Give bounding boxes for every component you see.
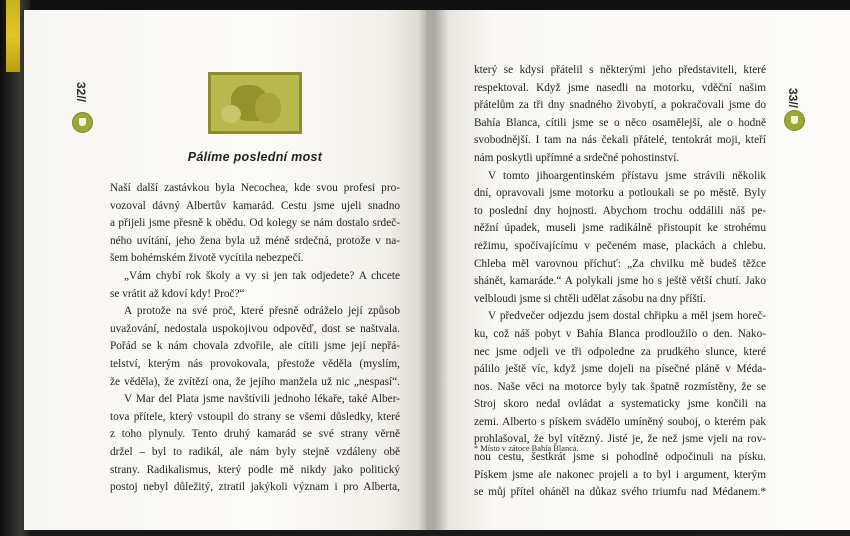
cover-yellow-stripe: [6, 0, 20, 72]
text-line: V předvečer odjezdu jsem dostal chřipku a měl jsem horeč-: [488, 310, 766, 323]
text-line: respektoval. Když jsme nasedli na motorku, vděční našim: [474, 81, 766, 94]
text-line: A protože na své proč, které přesně odráželo její způsob: [124, 305, 400, 318]
text-line: dní, opravovali jsme motorku a potloukali se po městě. Byly: [474, 187, 766, 200]
text-line: „Vám chybí rok školy a vy si jen tak odjedete? A chcete: [124, 269, 400, 282]
left-page-body: [110, 180, 400, 497]
text-line: Chleba měl varovnou příchuť: „Za chvilku mě budeš těžce: [474, 257, 766, 270]
text-line: velbloudi jsme si chtěli udělat zásobu na dny příští.: [474, 292, 706, 305]
text-line: Bahía Blanca, cítili jsme se o něco osamělejší, ale o hodně: [474, 116, 766, 129]
chapter-illustration: [208, 72, 302, 134]
book-gutter: [418, 10, 448, 530]
chapter-title: Pálíme poslední most: [187, 150, 323, 164]
folio-badge-icon: [784, 110, 805, 131]
text-line: V Mar del Plata jsme navštívili jednoho lékaře, také Alber-: [124, 393, 400, 406]
text-line: svobodnější. I tam na nás čekali přátelé, tentokrát moji, kteří: [474, 134, 766, 147]
text-line: zemi. Alberto s pískem svádělo umíněný souboj, o kterém pak: [474, 415, 766, 428]
text-line: pálilo ještě víc, když jsme dojeli na písečné pláně v Méda-: [474, 363, 766, 376]
text-line: že věděla), že zvítězí ona, že jejího manžela už nic „nespasí“.: [110, 375, 400, 388]
text-line: vozoval dávný Albertův kamarád. Cestu jsme ujeli snadno: [110, 199, 400, 212]
text-line: V tomto jihoargentinském přístavu jsme strávili několik: [488, 169, 766, 182]
right-page-number: 33//: [786, 88, 800, 109]
text-line: něžní úpadek, museli jsme radikálně přistoupit ke strohému: [474, 222, 766, 235]
text-line: který se kdysi přátelil s některými jeho představiteli, které: [474, 64, 766, 76]
footnote: * Místo v zátoce Bahía Blanca.: [474, 444, 579, 453]
text-line: tova přítele, který vstoupil do strany se všemi důsledky, které: [110, 410, 400, 423]
right-page-body: [474, 62, 766, 502]
text-line: strany. Radikalismus, který podle mě nikdy jako politický: [110, 463, 400, 476]
text-line: uvažování, nedostala uspokojivou odpověď, dost se naštvala.: [110, 322, 400, 335]
text-line: Pískem jsme ale nakonec projeli a to byl i argument, kterým: [474, 468, 766, 481]
text-line: šem bohémském životě vycítila nebezpečí.: [110, 252, 304, 265]
text-line: režimu, spočívajícímu v pečeném mase, plackách a chlebu.: [474, 239, 766, 252]
text-line: nec jsme odjeli ve tři odpoledne za prudkého slunce, které: [474, 345, 766, 358]
text-line: z toho plynuly. Tento druhý kamarád se své strany věrně: [110, 428, 400, 441]
left-page-number: 32//: [74, 82, 88, 103]
text-line: a přijeli jsme přesně k obědu. Od kolegy se nám dostalo srdeč-: [110, 217, 400, 230]
text-line: se můj přítel oháněl na důkaz svého triumfu nad Médanem.*: [474, 486, 766, 499]
text-line: ného uvítání, jeho žena byla už méně srdečná, protože v na-: [110, 234, 400, 247]
text-line: postoj nebyl důležitý, ztratil jakýkoli význam i pro Alberta,: [110, 481, 400, 494]
text-line: to poslední dny hojnosti. Abychom trochu oddálili náš pe-: [474, 204, 766, 217]
text-line: přátelům za tři dny snadného živobytí, a pokračovali jsme do: [474, 99, 766, 112]
text-line: shánět, kamaráde.“ A polykali jsme ho s ještě větší chutí. Jako: [474, 275, 766, 288]
text-line: Pořád se k nám chovala zdvořile, ale cítili jsme její nepřá-: [110, 340, 400, 353]
text-line: Naší další zastávkou byla Necochea, kde svou profesi pro-: [110, 182, 400, 194]
text-line: se vrátit až kdoví kdy! Proč?“: [110, 287, 245, 300]
text-line: ku, což náš pobyt v Bahía Blanca prodloužilo o den. Nako-: [474, 327, 766, 340]
folio-badge-icon: [72, 112, 93, 133]
text-line: telství, kterým nás provokovala, přestože věděla (myslím,: [110, 357, 400, 370]
right-page-folio: [784, 88, 804, 154]
text-line: nos. Naše věci na motorce byly tak špatně rozmístěny, že se: [474, 380, 766, 393]
left-page-folio: [72, 80, 92, 146]
text-line: prohlašoval, že byl vítězný. Jisté je, že než jsme vjeli na rov-: [474, 433, 766, 446]
text-line: nou cestu, šestkrát jsme si pohodlně odpočinuli na písku.: [474, 451, 766, 464]
text-line: držel – byl to radikál, ale nám byly stejně vzdáleny obě: [110, 445, 400, 458]
text-line: Stroj skoro nedal ovládat a systematicky jsme končili na: [474, 398, 766, 411]
text-line: nám poskytli upřímné a srdečné pohostinství.: [474, 151, 680, 164]
